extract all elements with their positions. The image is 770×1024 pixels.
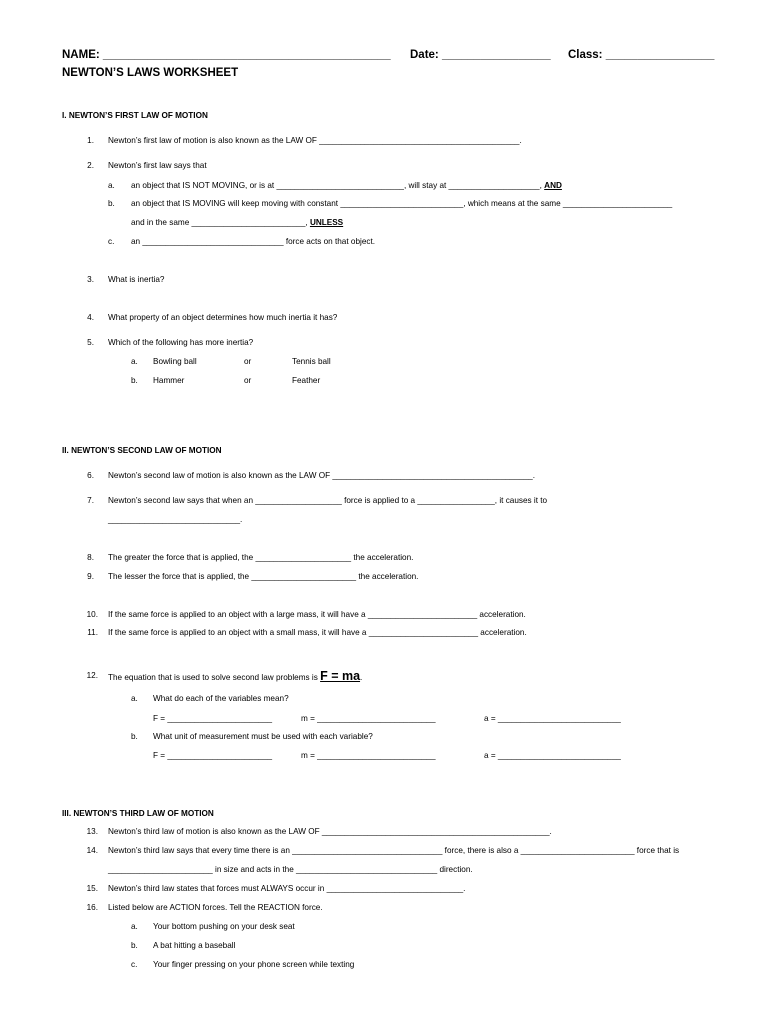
- q12-number: 12.: [86, 671, 98, 680]
- q7-cont: _____________________________.: [108, 515, 243, 524]
- q2-number: 2.: [87, 161, 94, 170]
- q5a-item1: Bowling ball: [153, 357, 197, 366]
- q16c-letter: c.: [131, 960, 138, 969]
- q3-text: What is inertia?: [108, 275, 165, 284]
- q2c-text: an _______________________________ force acts on that object.: [131, 237, 376, 246]
- section-second-law: II. NEWTON’S SECOND LAW OF MOTION: [62, 446, 222, 455]
- q9-number: 9.: [87, 572, 94, 581]
- q4-number: 4.: [87, 313, 94, 322]
- name-line: NAME: _____________________________________________: [62, 49, 391, 61]
- q2a-text: an object that IS NOT MOVING, or is at ____________________________, will stay at ____________________,: [131, 181, 542, 190]
- q12b-m-blank: m = __________________________: [301, 751, 436, 760]
- q5b-item2: Feather: [292, 376, 321, 385]
- q14-cont: _______________________ in size and acts in the _______________________________ direction.: [108, 865, 473, 874]
- section-third-law: III. NEWTON’S THIRD LAW OF MOTION: [62, 809, 214, 818]
- q10-number: 10.: [86, 610, 98, 619]
- q2a-letter: a.: [108, 181, 115, 190]
- q12a-text: What do each of the variables mean?: [153, 694, 289, 703]
- q3-number: 3.: [87, 275, 94, 284]
- q5a-item2: Tennis ball: [292, 357, 331, 366]
- q8-text: The greater the force that is applied, the _____________________ the acceleration.: [108, 553, 414, 562]
- q1-number: 1.: [87, 136, 94, 145]
- q12-line: [108, 669, 362, 685]
- q16b-text: A bat hitting a baseball: [153, 941, 236, 950]
- q2b-unless: UNLESS: [309, 218, 344, 227]
- q11-number: 11.: [87, 628, 98, 637]
- q16c-text: Your finger pressing on your phone screen while texting: [153, 960, 355, 969]
- q13-number: 13.: [86, 827, 98, 836]
- q16b-letter: b.: [131, 941, 138, 950]
- worksheet-title: NEWTON’S LAWS WORKSHEET: [62, 67, 239, 79]
- q12b-a-blank: a = ___________________________: [484, 751, 621, 760]
- q12a-m-blank: m = __________________________: [301, 714, 436, 723]
- q12a-letter: a.: [131, 694, 138, 703]
- q16a-text: Your bottom pushing on your desk seat: [153, 922, 295, 931]
- q5a-or: or: [244, 357, 252, 366]
- q14-number: 14.: [86, 846, 98, 855]
- q2b-cont-line: [131, 218, 343, 228]
- q16-text: Listed below are ACTION forces. Tell the REACTION force.: [108, 903, 323, 912]
- q12b-text: What unit of measurement must be used with each variable?: [153, 732, 373, 741]
- q5-text: Which of the following has more inertia?: [108, 338, 254, 347]
- q7-number: 7.: [87, 496, 94, 505]
- q12a-a-blank: a = ___________________________: [484, 714, 621, 723]
- q2b-text: an object that IS MOVING will keep moving with constant ___________________________, which means at the same ________________________: [131, 199, 673, 208]
- date-line: Date: _________________: [410, 49, 551, 61]
- q11-text: If the same force is applied to an object with a small mass, it will have a ________________________ acceleration.: [108, 628, 527, 637]
- q12-text: The equation that is used to solve second law problems is: [108, 673, 318, 682]
- q6-text: Newton’s second law of motion is also known as the LAW OF ____________________________________________.: [108, 471, 535, 480]
- q15-number: 15.: [86, 884, 98, 893]
- q16-number: 16.: [86, 903, 98, 912]
- q12a-f-blank: F = _______________________: [153, 714, 273, 723]
- q2b-letter: b.: [108, 199, 115, 208]
- q8-number: 8.: [87, 553, 94, 562]
- class-line: Class: _________________: [568, 49, 715, 61]
- q7-text: Newton’s second law says that when an ___________________ force is applied to a _________________, it causes it to: [108, 496, 548, 505]
- q10-text: If the same force is applied to an object with a large mass, it will have a ________________________ acceleration.: [108, 610, 526, 619]
- q2a-line: [131, 181, 562, 191]
- q1-text: Newton’s first law of motion is also known as the LAW OF ____________________________________________.: [108, 136, 522, 145]
- q12-end: .: [360, 673, 363, 682]
- q13-text: Newton’s third law of motion is also known as the LAW OF __________________________________________________.: [108, 827, 552, 836]
- q4-text: What property of an object determines how much inertia it has?: [108, 313, 338, 322]
- q2c-letter: c.: [108, 237, 115, 246]
- q2a-and: AND: [544, 181, 562, 190]
- q12b-f-blank: F = _______________________: [153, 751, 273, 760]
- q6-number: 6.: [87, 471, 94, 480]
- q2b-cont: and in the same _________________________,: [131, 218, 308, 227]
- q2-text: Newton’s first law says that: [108, 161, 207, 170]
- q16a-letter: a.: [131, 922, 138, 931]
- q5b-item1: Hammer: [153, 376, 185, 385]
- q5-number: 5.: [87, 338, 94, 347]
- q12-formula: F = ma: [320, 669, 361, 683]
- q14-text: Newton’s third law says that every time there is an _________________________________ force, there is also a _________________________ force that is: [108, 846, 680, 855]
- q9-text: The lesser the force that is applied, the _______________________ the acceleration.: [108, 572, 419, 581]
- q12b-letter: b.: [131, 732, 138, 741]
- q5b-or: or: [244, 376, 252, 385]
- section-first-law: I. NEWTON’S FIRST LAW OF MOTION: [62, 111, 208, 120]
- q5a-letter: a.: [131, 357, 138, 366]
- q5b-letter: b.: [131, 376, 138, 385]
- q15-text: Newton’s third law states that forces must ALWAYS occur in ______________________________.: [108, 884, 466, 893]
